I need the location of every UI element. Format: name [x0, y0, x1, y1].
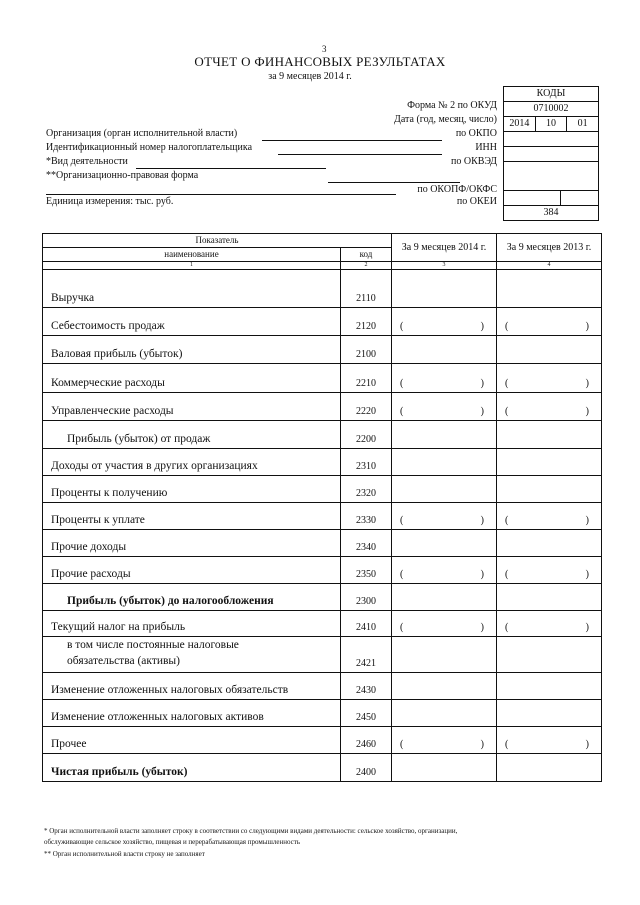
- row-name: Себестоимость продаж: [43, 308, 341, 336]
- row-value-previous: [497, 530, 602, 557]
- table-row: [43, 557, 602, 584]
- row-value-previous: [497, 584, 602, 611]
- row-code: 2220: [341, 393, 392, 421]
- row-name: Валовая прибыль (убыток): [43, 336, 341, 364]
- paren-close: ): [480, 406, 484, 417]
- row-value-previous: [497, 476, 602, 503]
- table-row: [43, 700, 602, 727]
- table-row: [43, 270, 602, 308]
- row-name: Изменение отложенных налоговых обязательств: [43, 673, 341, 700]
- row-name: Прочее: [43, 727, 341, 754]
- form-label: Форма № 2 по ОКУД: [407, 100, 497, 111]
- row-value-current: [392, 393, 497, 421]
- row-code: 2450: [341, 700, 392, 727]
- taxpayer-id-label: Идентификационный номер налогоплательщика: [46, 142, 253, 153]
- row-value-previous: [497, 637, 602, 673]
- row-code: 2340: [341, 530, 392, 557]
- row-value-current: [392, 637, 497, 673]
- row-value-current: [392, 503, 497, 530]
- row-name: в том числе постоянные налоговые обязательства (активы): [43, 637, 341, 673]
- row-name: Изменение отложенных налоговых активов: [43, 700, 341, 727]
- row-value-current: [392, 421, 497, 449]
- footnote-3: ** Орган исполнительной власти строку не заполняет: [44, 850, 205, 858]
- col-number-3: 3: [392, 262, 497, 270]
- row-code: 2330: [341, 503, 392, 530]
- paren-open: (: [400, 515, 404, 526]
- table-row: [43, 584, 602, 611]
- paren-close: ): [585, 406, 589, 417]
- col-number-1: 1: [43, 262, 341, 270]
- col-number-4: 4: [497, 262, 602, 270]
- row-value-previous: [497, 754, 602, 782]
- paren-open: (: [505, 406, 509, 417]
- paren-close: ): [480, 739, 484, 750]
- date-day: 01: [577, 118, 588, 129]
- table-row: [43, 393, 602, 421]
- paren-open: (: [400, 321, 404, 332]
- legal-form-line-2: [46, 194, 396, 195]
- date-month: 10: [536, 117, 568, 131]
- row-name: Проценты к получению: [43, 476, 341, 503]
- row-code: 2430: [341, 673, 392, 700]
- legal-form-line-1: [328, 182, 460, 183]
- row-code: 2200: [341, 421, 392, 449]
- row-value-previous: [497, 727, 602, 754]
- table-row: [43, 611, 602, 637]
- paren-open: (: [505, 321, 509, 332]
- table-row: [43, 673, 602, 700]
- row-value-current: [392, 700, 497, 727]
- row-name: Доходы от участия в других организациях: [43, 449, 341, 476]
- row-value-previous: [497, 557, 602, 584]
- row-value-current: [392, 673, 497, 700]
- paren-close: ): [480, 378, 484, 389]
- okei-label: по ОКЕИ: [456, 196, 497, 207]
- taxpayer-id-line: [278, 154, 442, 155]
- row-code: 2400: [341, 754, 392, 782]
- okei-code: 384: [503, 206, 599, 221]
- row-code: 2410: [341, 611, 392, 637]
- row-code: 2460: [341, 727, 392, 754]
- paren-close: ): [585, 378, 589, 389]
- row-code: 2120: [341, 308, 392, 336]
- table-row: [43, 637, 602, 673]
- col-previous-header: За 9 месяцев 2013 г.: [497, 234, 602, 262]
- row-code: 2210: [341, 364, 392, 393]
- row-name: Прибыль (убыток) до налогообложения: [43, 584, 341, 611]
- name-header: наименование: [43, 248, 341, 262]
- row-code: 2100: [341, 336, 392, 364]
- row-value-current: [392, 476, 497, 503]
- row-value-current: [392, 584, 497, 611]
- report-title: ОТЧЕТ О ФИНАНСОВЫХ РЕЗУЛЬТАТАХ: [194, 54, 446, 69]
- okved-label: по ОКВЭД: [451, 156, 497, 167]
- paren-open: (: [400, 569, 404, 580]
- table-row: [43, 754, 602, 782]
- row-value-current: [392, 557, 497, 584]
- paren-close: ): [480, 515, 484, 526]
- codes-box: [503, 86, 599, 221]
- financial-results-table: [42, 233, 602, 782]
- paren-open: (: [505, 569, 509, 580]
- row-value-previous: [497, 393, 602, 421]
- organization-label: Организация (орган исполнительной власти): [46, 128, 238, 139]
- row-value-previous: [497, 611, 602, 637]
- row-value-previous: [497, 308, 602, 336]
- paren-open: (: [505, 378, 509, 389]
- row-value-previous: [497, 336, 602, 364]
- row-value-current: [392, 530, 497, 557]
- row-name: Чистая прибыль (убыток): [43, 754, 341, 782]
- paren-close: ): [585, 622, 589, 633]
- code-header: код: [341, 248, 392, 262]
- paren-close: ): [585, 569, 589, 580]
- row-name: Текущий налог на прибыль: [43, 611, 341, 637]
- row-value-current: [392, 364, 497, 393]
- row-value-current: [392, 727, 497, 754]
- table-row: [43, 530, 602, 557]
- paren-open: (: [505, 622, 509, 633]
- row-code: 2310: [341, 449, 392, 476]
- row-name: Проценты к уплате: [43, 503, 341, 530]
- row-name: Прибыль (убыток) от продаж: [43, 421, 341, 449]
- row-value-previous: [497, 449, 602, 476]
- inn-label: ИНН: [475, 142, 497, 153]
- row-value-previous: [497, 270, 602, 308]
- table-row: [43, 421, 602, 449]
- table-row: [43, 727, 602, 754]
- row-name: Прочие расходы: [43, 557, 341, 584]
- col-number-2: 2: [341, 262, 392, 270]
- row-value-previous: [497, 421, 602, 449]
- paren-close: ): [480, 321, 484, 332]
- table-row: [43, 308, 602, 336]
- row-value-current: [392, 754, 497, 782]
- paren-close: ): [585, 515, 589, 526]
- row-value-current: [392, 308, 497, 336]
- row-value-current: [392, 336, 497, 364]
- row-value-current: [392, 611, 497, 637]
- footnote-2: обслуживающие сельское хозяйство, пищевая и перерабатывающая промышленность: [44, 838, 301, 846]
- page-number: 3: [322, 44, 327, 54]
- row-value-current: [392, 270, 497, 308]
- row-code: 2350: [341, 557, 392, 584]
- date-year: 2014: [504, 117, 536, 131]
- paren-open: (: [505, 515, 509, 526]
- activity-line: [136, 168, 326, 169]
- row-code: 2421: [341, 637, 392, 673]
- row-value-previous: [497, 364, 602, 393]
- paren-close: ): [585, 739, 589, 750]
- okved-code: [503, 162, 599, 191]
- col-current-header: За 9 месяцев 2014 г.: [392, 234, 497, 262]
- table-row: [43, 503, 602, 530]
- okopf-code: [503, 191, 599, 206]
- okpo-code: [503, 132, 599, 147]
- row-value-previous: [497, 700, 602, 727]
- row-code: 2110: [341, 270, 392, 308]
- okopf-label: по ОКОПФ/ОКФС: [417, 184, 497, 195]
- row-code: 2300: [341, 584, 392, 611]
- activity-label: *Вид деятельности: [46, 156, 128, 167]
- row-name: Прочие доходы: [43, 530, 341, 557]
- paren-open: (: [400, 406, 404, 417]
- row-value-previous: [497, 503, 602, 530]
- date-label: Дата (год, месяц, число): [394, 114, 497, 125]
- paren-open: (: [505, 739, 509, 750]
- paren-close: ): [480, 569, 484, 580]
- codes-header: КОДЫ: [503, 86, 599, 102]
- row-value-current: [392, 449, 497, 476]
- indicator-header: Показатель: [43, 234, 392, 248]
- row-code: 2320: [341, 476, 392, 503]
- row-name: Коммерческие расходы: [43, 364, 341, 393]
- okpo-label: по ОКПО: [455, 128, 497, 139]
- organization-line: [262, 140, 442, 141]
- row-name: Управленческие расходы: [43, 393, 341, 421]
- legal-form-label: **Организационно-правовая форма: [46, 170, 199, 181]
- paren-close: ): [480, 622, 484, 633]
- report-period: за 9 месяцев 2014 г.: [268, 71, 352, 82]
- row-value-previous: [497, 673, 602, 700]
- okud-code: 0710002: [503, 102, 599, 117]
- table-row: [43, 476, 602, 503]
- footnote-1: * Орган исполнительной власти заполняет строку в соответствии со следующими видами деятельности: сельское хозяйство, организации,: [44, 827, 458, 835]
- inn-code: [503, 147, 599, 162]
- date-code: [503, 117, 599, 132]
- row-name: Выручка: [43, 270, 341, 308]
- paren-open: (: [400, 378, 404, 389]
- paren-close: ): [585, 321, 589, 332]
- table-row: [43, 336, 602, 364]
- unit-label: Единица измерения: тыс. руб.: [46, 196, 174, 207]
- paren-open: (: [400, 739, 404, 750]
- table-row: [43, 449, 602, 476]
- paren-open: (: [400, 622, 404, 633]
- table-row: [43, 364, 602, 393]
